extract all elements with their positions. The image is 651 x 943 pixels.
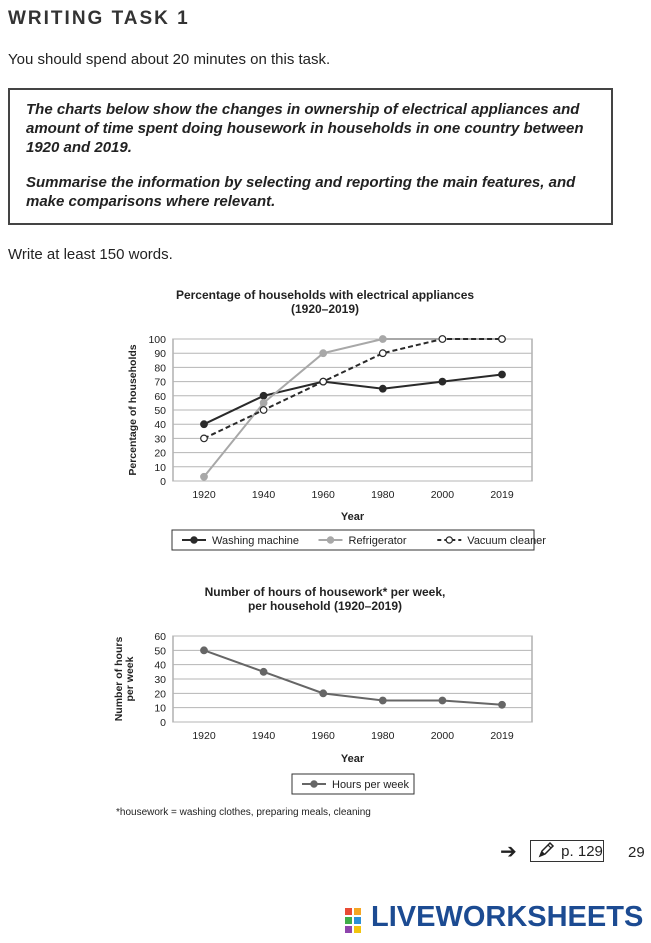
refrigerator-legend-label: Refrigerator [348, 535, 407, 547]
vacuum-cleaner-data-point [439, 336, 446, 343]
appliance-x-tick-label: 1940 [251, 489, 276, 501]
appliance-y-tick-label: 70 [154, 376, 166, 389]
housework-y-tick-label: 20 [154, 688, 166, 701]
refrigerator-data-point [320, 350, 327, 357]
appliance-y-tick-label: 10 [154, 461, 166, 474]
logo-square-green-icon [345, 917, 352, 924]
time-instruction: You should spend about 20 minutes on this task. [8, 51, 331, 68]
housework-y-tick-label: 0 [160, 717, 166, 729]
appliance-y-tick-label: 40 [154, 419, 166, 432]
housework-chart-title-line2: per household (1920–2019) [247, 599, 403, 613]
washing-machine-data-point [201, 421, 208, 428]
housework-x-tick-label: 1940 [251, 730, 276, 742]
appliance-x-tick-label: 2019 [490, 489, 514, 501]
page-reference-text: p. 129 [561, 843, 603, 860]
appliance-x-tick-label: 1960 [311, 489, 335, 501]
refrigerator-data-point [201, 473, 208, 480]
appliance-y-tick-label: 60 [154, 390, 166, 403]
housework-x-tick-label: 2019 [490, 730, 514, 742]
logo-square-purple-icon [345, 926, 352, 933]
logo-square-orange-icon [354, 908, 361, 915]
task-description: The charts below show the changes in ownership of electrical appliances and amount of time spent doing housework in households in one country between 1920 and 2019. [26, 101, 584, 156]
task-heading: WRITING TASK 1 [8, 8, 190, 29]
vacuum-cleaner-data-point [380, 350, 387, 357]
housework-x-tick-label: 1960 [311, 730, 335, 742]
appliance-y-tick-label: 0 [160, 476, 166, 488]
appliance-x-tick-label: 1980 [371, 489, 395, 501]
refrigerator-legend-marker [327, 537, 333, 543]
appliance-chart-title-line1: Percentage of households with electrical appliances [175, 288, 475, 302]
vacuum-cleaner-legend-label: Vacuum cleaner [467, 535, 546, 547]
housework-x-tick-label: 2000 [430, 730, 455, 742]
vacuum-cleaner-legend-marker [446, 537, 452, 543]
appliance-y-tick-label: 80 [154, 362, 166, 375]
appliance-x-tick-label: 2000 [430, 489, 455, 501]
word-count-instruction: Write at least 150 words. [8, 246, 173, 263]
page-number: 29 [628, 844, 645, 861]
page-reference-box[interactable] [530, 840, 604, 862]
housework-footnote: *housework = washing clothes, preparing meals, cleaning [116, 807, 371, 818]
appliance-y-tick-label: 30 [154, 433, 166, 446]
washing-machine-legend-label: Washing machine [212, 535, 300, 547]
housework-x-tick-label: 1920 [192, 730, 216, 742]
appliance-y-tick-label: 100 [148, 334, 166, 346]
hours-per-week-data-point [320, 690, 327, 697]
appliance-chart-title-line2: (1920–2019) [290, 302, 360, 316]
hours-per-week-data-point [380, 697, 387, 704]
hours-per-week-data-point [499, 702, 506, 709]
refrigerator-data-point [260, 400, 267, 407]
appliance-x-tick-label: 1920 [192, 489, 216, 501]
appliance-y-tick-label: 90 [154, 348, 166, 361]
hours-per-week-legend-marker [311, 781, 317, 787]
vacuum-cleaner-data-point [201, 435, 208, 442]
housework-y-tick-label: 50 [154, 645, 166, 658]
logo-square-blue-icon [354, 917, 361, 924]
hours-per-week-legend-label: Hours per week [332, 779, 410, 791]
housework-y-tick-label: 10 [154, 702, 166, 715]
appliance-x-axis-label: Year [340, 511, 365, 523]
housework-y-axis-label-line1: Number of hours [113, 636, 125, 722]
logo-text: LIVEWORKSHEETS [371, 901, 644, 933]
washing-machine-data-point [260, 393, 267, 400]
refrigerator-data-point [380, 336, 387, 343]
housework-chart-title-line1: Number of hours of housework* per week, [204, 585, 446, 599]
housework-x-tick-label: 1980 [371, 730, 395, 742]
hours-per-week-data-point [260, 669, 267, 676]
washing-machine-legend-marker [191, 537, 197, 543]
housework-y-axis-label-line2: per week [124, 656, 136, 702]
vacuum-cleaner-data-point [260, 407, 267, 414]
housework-y-tick-label: 60 [154, 631, 166, 643]
appliance-y-tick-label: 20 [154, 447, 166, 460]
logo-square-red-icon [345, 908, 352, 915]
housework-x-axis-label: Year [340, 753, 365, 765]
vacuum-cleaner-data-point [499, 336, 506, 343]
washing-machine-data-point [380, 385, 387, 392]
hours-per-week-data-point [201, 647, 208, 654]
pencil-note-icon [537, 841, 557, 859]
washing-machine-data-point [439, 378, 446, 385]
arrow-right-icon: ➔ [500, 841, 517, 863]
housework-y-tick-label: 30 [154, 674, 166, 686]
appliance-y-axis-label: Percentage of households [127, 344, 139, 476]
task-instruction: Summarise the information by selecting and reporting the main features, and make comparisons where relevant. [26, 174, 576, 210]
appliance-y-tick-label: 50 [154, 405, 166, 417]
washing-machine-data-point [499, 371, 506, 378]
hours-per-week-data-point [439, 697, 446, 704]
logo-square-yellow-icon [354, 926, 361, 933]
housework-y-tick-label: 40 [154, 659, 166, 672]
vacuum-cleaner-data-point [320, 378, 327, 385]
